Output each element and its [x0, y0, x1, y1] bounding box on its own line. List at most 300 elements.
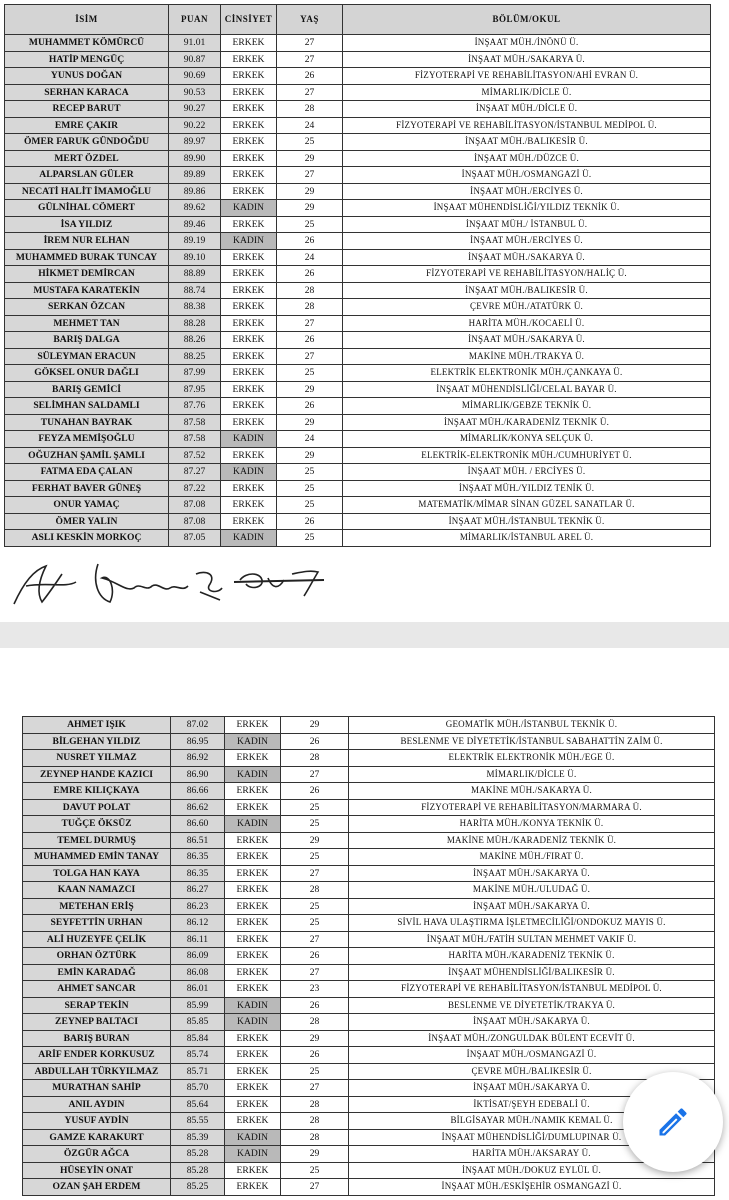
- row-score: 87.95: [169, 381, 221, 398]
- row-dept: İNŞAAT MÜH./BALIKESİR Ü.: [343, 134, 711, 151]
- row-age: 28: [281, 1096, 349, 1113]
- row-age: 27: [281, 766, 349, 783]
- row-age: 26: [277, 266, 343, 283]
- table-row: [5, 414, 711, 431]
- handwritten-signatures: [6, 552, 346, 614]
- table-row: [23, 964, 715, 981]
- row-name: ORHAN ÖZTÜRK: [23, 948, 171, 965]
- row-name: TOLGA HAN KAYA: [23, 865, 171, 882]
- header-name: İSİM: [5, 5, 169, 35]
- table-row: [5, 249, 711, 266]
- row-name: METEHAN ERİŞ: [23, 898, 171, 915]
- row-score: 90.53: [169, 84, 221, 101]
- row-age: 29: [281, 1146, 349, 1163]
- row-name: SERHAN KARACA: [5, 84, 169, 101]
- row-age: 29: [281, 832, 349, 849]
- row-score: 86.09: [171, 948, 225, 965]
- table-row: [5, 299, 711, 316]
- table-row: [23, 865, 715, 882]
- row-name: ÖMER FARUK GÜNDOĞDU: [5, 134, 169, 151]
- row-score: 89.89: [169, 167, 221, 184]
- table-row: [23, 1080, 715, 1097]
- row-gender: KADIN: [225, 1129, 281, 1146]
- row-age: 26: [277, 332, 343, 349]
- row-name: FATMA EDA ÇALAN: [5, 464, 169, 481]
- row-name: SÜLEYMAN ERACUN: [5, 348, 169, 365]
- row-gender: KADIN: [221, 200, 277, 217]
- row-gender: ERKEK: [225, 931, 281, 948]
- row-name: ÖZGÜR AĞCA: [23, 1146, 171, 1163]
- row-name: AHMET SANCAR: [23, 981, 171, 998]
- row-age: 27: [281, 964, 349, 981]
- row-gender: ERKEK: [221, 51, 277, 68]
- row-age: 27: [277, 348, 343, 365]
- table-row: [23, 948, 715, 965]
- row-gender: KADIN: [225, 1014, 281, 1031]
- header-score: PUAN: [169, 5, 221, 35]
- table-row: [5, 398, 711, 415]
- row-score: 86.60: [171, 816, 225, 833]
- row-age: 25: [281, 799, 349, 816]
- row-score: 86.90: [171, 766, 225, 783]
- row-dept: İNŞAAT MÜH./SAKARYA Ü.: [349, 898, 715, 915]
- table-row: [23, 981, 715, 998]
- row-name: BARIŞ GEMİCİ: [5, 381, 169, 398]
- table-row: [5, 200, 711, 217]
- row-name: TUĞÇE ÖKSÜZ: [23, 816, 171, 833]
- row-score: 86.08: [171, 964, 225, 981]
- row-dept: MAKİNE MÜH./TRAKYA Ü.: [343, 348, 711, 365]
- row-score: 87.52: [169, 447, 221, 464]
- row-name: EMİN KARADAĞ: [23, 964, 171, 981]
- row-name: MUSTAFA KARATEKİN: [5, 282, 169, 299]
- row-name: GAMZE KARAKURT: [23, 1129, 171, 1146]
- row-age: 27: [277, 167, 343, 184]
- row-name: ASLI KESKİN MORKOÇ: [5, 530, 169, 547]
- row-gender: ERKEK: [221, 381, 277, 398]
- row-age: 25: [277, 530, 343, 547]
- row-score: 87.08: [169, 497, 221, 514]
- row-age: 26: [281, 1047, 349, 1064]
- header-dept: BÖLÜM/OKUL: [343, 5, 711, 35]
- row-name: MERT ÖZDEL: [5, 150, 169, 167]
- row-name: MURATHAN SAHİP: [23, 1080, 171, 1097]
- row-name: SERKAN ÖZCAN: [5, 299, 169, 316]
- row-name: FERHAT BAVER GÜNEŞ: [5, 480, 169, 497]
- row-dept: BESLENME VE DİYETETİK/İSTANBUL SABAHATTİN ZAİM Ü.: [349, 733, 715, 750]
- row-gender: ERKEK: [225, 882, 281, 899]
- row-dept: GEOMATİK MÜH./İSTANBUL TEKNİK Ü.: [349, 717, 715, 734]
- row-score: 89.86: [169, 183, 221, 200]
- row-name: İREM NUR ELHAN: [5, 233, 169, 250]
- row-score: 86.62: [171, 799, 225, 816]
- row-dept: FİZYOTERAPİ VE REHABİLİTASYON/İSTANBUL MEDİPOL Ü.: [349, 981, 715, 998]
- row-score: 88.74: [169, 282, 221, 299]
- row-gender: ERKEK: [221, 398, 277, 415]
- row-age: 28: [281, 750, 349, 767]
- table-row: [23, 783, 715, 800]
- row-age: 26: [277, 68, 343, 85]
- row-dept: MAKİNE MÜH./SAKARYA Ü.: [349, 783, 715, 800]
- row-name: HATİP MENGÜÇ: [5, 51, 169, 68]
- table-row: [5, 365, 711, 382]
- row-gender: ERKEK: [225, 865, 281, 882]
- row-dept: İNŞAAT MÜHENDİSLİĞİ/BALIKESİR Ü.: [349, 964, 715, 981]
- page-separator: [0, 622, 729, 648]
- row-age: 25: [281, 915, 349, 932]
- row-gender: ERKEK: [221, 315, 277, 332]
- row-age: 25: [277, 365, 343, 382]
- table-row: [5, 348, 711, 365]
- row-dept: ELEKTRİK ELEKTRONİK MÜH./ÇANKAYA Ü.: [343, 365, 711, 382]
- table-row: [23, 750, 715, 767]
- row-age: 25: [277, 216, 343, 233]
- row-gender: ERKEK: [225, 915, 281, 932]
- row-score: 87.22: [169, 480, 221, 497]
- table-row: [5, 480, 711, 497]
- row-dept: BESLENME VE DİYETETİK/TRAKYA Ü.: [349, 997, 715, 1014]
- row-gender: ERKEK: [225, 1162, 281, 1179]
- row-dept: HARİTA MÜH./KOCAELİ Ü.: [343, 315, 711, 332]
- row-age: 25: [277, 497, 343, 514]
- row-name: ÖMER YALIN: [5, 513, 169, 530]
- row-gender: ERKEK: [225, 981, 281, 998]
- row-score: 86.35: [171, 849, 225, 866]
- row-age: 25: [281, 898, 349, 915]
- row-gender: ERKEK: [225, 1063, 281, 1080]
- table-row: [23, 931, 715, 948]
- row-name: MUHAMMED EMİN TANAY: [23, 849, 171, 866]
- row-score: 88.89: [169, 266, 221, 283]
- table-row: [23, 882, 715, 899]
- row-gender: KADIN: [221, 233, 277, 250]
- row-age: 28: [277, 282, 343, 299]
- row-name: NUSRET YILMAZ: [23, 750, 171, 767]
- results-table-page-1: [4, 4, 711, 547]
- row-age: 28: [277, 299, 343, 316]
- row-gender: ERKEK: [225, 799, 281, 816]
- row-score: 87.58: [169, 431, 221, 448]
- row-dept: BİLGİSAYAR MÜH./NAMIK KEMAL Ü.: [349, 1113, 715, 1130]
- row-dept: İNŞAAT MÜH./DÜZCE Ü.: [343, 150, 711, 167]
- row-gender: ERKEK: [221, 332, 277, 349]
- row-name: TEMEL DURMUŞ: [23, 832, 171, 849]
- row-score: 86.92: [171, 750, 225, 767]
- row-dept: MİMARLIK/GEBZE TEKNİK Ü.: [343, 398, 711, 415]
- row-dept: İNŞAAT MÜH./ZONGULDAK BÜLENT ECEVİT Ü.: [349, 1030, 715, 1047]
- row-gender: KADIN: [225, 816, 281, 833]
- row-score: 86.35: [171, 865, 225, 882]
- row-gender: ERKEK: [225, 849, 281, 866]
- row-score: 88.26: [169, 332, 221, 349]
- table-row: [23, 915, 715, 932]
- row-name: İSA YILDIZ: [5, 216, 169, 233]
- table-row: [23, 1063, 715, 1080]
- row-dept: MİMARLIK/DİCLE Ü.: [343, 84, 711, 101]
- row-dept: ÇEVRE MÜH./ATATÜRK Ü.: [343, 299, 711, 316]
- row-name: SERAP TEKİN: [23, 997, 171, 1014]
- row-dept: İNŞAAT MÜH./SAKARYA Ü.: [343, 249, 711, 266]
- row-age: 29: [277, 183, 343, 200]
- row-gender: ERKEK: [225, 1096, 281, 1113]
- row-gender: ERKEK: [225, 1047, 281, 1064]
- row-age: 24: [277, 117, 343, 134]
- table-row: [23, 816, 715, 833]
- row-score: 85.28: [171, 1146, 225, 1163]
- table-row: [23, 1113, 715, 1130]
- row-age: 25: [281, 1162, 349, 1179]
- row-dept: ELEKTRİK-ELEKTRONİK MÜH./CUMHURİYET Ü.: [343, 447, 711, 464]
- row-name: SEYFETTİN URHAN: [23, 915, 171, 932]
- row-dept: MİMARLIK/DİCLE Ü.: [349, 766, 715, 783]
- row-gender: ERKEK: [225, 783, 281, 800]
- row-dept: İNŞAAT MÜH./SAKARYA Ü.: [343, 332, 711, 349]
- row-score: 87.99: [169, 365, 221, 382]
- row-dept: İNŞAAT MÜH./SAKARYA Ü.: [349, 865, 715, 882]
- row-gender: ERKEK: [221, 84, 277, 101]
- table-row: [23, 1030, 715, 1047]
- row-score: 86.12: [171, 915, 225, 932]
- row-gender: ERKEK: [225, 898, 281, 915]
- row-dept: HARİTA MÜH./KARADENİZ TEKNİK Ü.: [349, 948, 715, 965]
- edit-fab-button[interactable]: [623, 1072, 723, 1172]
- row-age: 27: [281, 865, 349, 882]
- row-name: RECEP BARUT: [5, 101, 169, 118]
- row-dept: İNŞAAT MÜH./SAKARYA Ü.: [349, 1014, 715, 1031]
- row-gender: ERKEK: [221, 513, 277, 530]
- row-score: 85.74: [171, 1047, 225, 1064]
- row-gender: ERKEK: [225, 717, 281, 734]
- row-age: 27: [277, 84, 343, 101]
- table-row: [5, 117, 711, 134]
- row-name: BARIŞ BURAN: [23, 1030, 171, 1047]
- row-score: 86.11: [171, 931, 225, 948]
- row-name: TUNAHAN BAYRAK: [5, 414, 169, 431]
- row-dept: ELEKTRİK ELEKTRONİK MÜH./EGE Ü.: [349, 750, 715, 767]
- row-age: 29: [277, 150, 343, 167]
- row-age: 28: [281, 1014, 349, 1031]
- row-age: 29: [277, 447, 343, 464]
- row-name: EMRE KILIÇKAYA: [23, 783, 171, 800]
- table-row: [23, 1047, 715, 1064]
- row-score: 86.95: [171, 733, 225, 750]
- row-age: 26: [281, 948, 349, 965]
- row-age: 26: [277, 513, 343, 530]
- row-score: 85.84: [171, 1030, 225, 1047]
- row-gender: ERKEK: [225, 964, 281, 981]
- row-dept: İNŞAAT MÜH. / ERCİYES Ü.: [343, 464, 711, 481]
- row-age: 23: [281, 981, 349, 998]
- row-age: 26: [277, 233, 343, 250]
- table-row: [5, 315, 711, 332]
- header-age: YAŞ: [277, 5, 343, 35]
- row-gender: ERKEK: [221, 447, 277, 464]
- row-score: 88.38: [169, 299, 221, 316]
- row-score: 87.08: [169, 513, 221, 530]
- row-age: 28: [277, 101, 343, 118]
- row-name: FEYZA MEMİŞOĞLU: [5, 431, 169, 448]
- row-name: DAVUT POLAT: [23, 799, 171, 816]
- row-score: 87.05: [169, 530, 221, 547]
- row-dept: FİZYOTERAPİ VE REHABİLİTASYON/AHİ EVRAN Ü.: [343, 68, 711, 85]
- row-age: 24: [277, 431, 343, 448]
- table-row: [5, 150, 711, 167]
- row-name: GÜLNİHAL CÖMERT: [5, 200, 169, 217]
- table-row: [5, 167, 711, 184]
- row-score: 85.64: [171, 1096, 225, 1113]
- row-age: 25: [281, 849, 349, 866]
- row-age: 25: [277, 464, 343, 481]
- row-score: 87.02: [171, 717, 225, 734]
- table-row: [23, 1129, 715, 1146]
- table-row: [23, 1096, 715, 1113]
- row-age: 27: [277, 51, 343, 68]
- row-dept: İNŞAAT MÜH./SAKARYA Ü.: [349, 1080, 715, 1097]
- row-name: ALİ HUZEYFE ÇELİK: [23, 931, 171, 948]
- table-row: [23, 832, 715, 849]
- row-score: 85.55: [171, 1113, 225, 1130]
- row-age: 26: [277, 398, 343, 415]
- table-row: [5, 101, 711, 118]
- row-age: 25: [277, 134, 343, 151]
- row-name: BİLGEHAN YILDIZ: [23, 733, 171, 750]
- row-score: 89.62: [169, 200, 221, 217]
- row-score: 86.27: [171, 882, 225, 899]
- row-gender: ERKEK: [221, 216, 277, 233]
- row-name: ABDULLAH TÜRKYILMAZ: [23, 1063, 171, 1080]
- row-dept: MİMARLIK/İSTANBUL AREL Ü.: [343, 530, 711, 547]
- row-dept: İNŞAAT MÜH./BALIKESİR Ü.: [343, 282, 711, 299]
- row-gender: KADIN: [225, 1146, 281, 1163]
- table-row: [23, 1014, 715, 1031]
- row-score: 87.76: [169, 398, 221, 415]
- row-dept: HARİTA MÜH./KONYA TEKNİK Ü.: [349, 816, 715, 833]
- row-score: 88.25: [169, 348, 221, 365]
- row-gender: ERKEK: [221, 299, 277, 316]
- row-gender: ERKEK: [221, 348, 277, 365]
- row-age: 28: [281, 882, 349, 899]
- row-dept: İNŞAAT MÜH./ERCİYES Ü.: [343, 183, 711, 200]
- table-row: [5, 233, 711, 250]
- header-gender: CİNSİYET: [221, 5, 277, 35]
- row-dept: MAKİNE MÜH./ULUDAĞ Ü.: [349, 882, 715, 899]
- row-dept: MİMARLIK/KONYA SELÇUK Ü.: [343, 431, 711, 448]
- row-name: KAAN NAMAZCI: [23, 882, 171, 899]
- row-score: 89.10: [169, 249, 221, 266]
- row-dept: SİVİL HAVA ULAŞTIRMA İŞLETMECİLİĞİ/ONDOKUZ MAYIS Ü.: [349, 915, 715, 932]
- row-gender: KADIN: [221, 431, 277, 448]
- row-age: 27: [277, 315, 343, 332]
- row-gender: ERKEK: [221, 117, 277, 134]
- row-dept: İNŞAAT MÜHENDİSLİĞİ/YILDIZ TEKNİK Ü.: [343, 200, 711, 217]
- row-age: 26: [281, 733, 349, 750]
- row-score: 85.99: [171, 997, 225, 1014]
- row-gender: KADIN: [225, 997, 281, 1014]
- row-dept: HARİTA MÜH./AKSARAY Ü.: [349, 1146, 715, 1163]
- row-name: EMRE ÇAKIR: [5, 117, 169, 134]
- table-row: [5, 332, 711, 349]
- row-gender: KADIN: [221, 530, 277, 547]
- row-score: 86.01: [171, 981, 225, 998]
- row-dept: İKTİSAT/ŞEYH EDEBALİ Ü.: [349, 1096, 715, 1113]
- row-gender: ERKEK: [225, 750, 281, 767]
- row-score: 85.70: [171, 1080, 225, 1097]
- row-name: YUSUF AYDİN: [23, 1113, 171, 1130]
- table-row: [5, 216, 711, 233]
- row-name: BARIŞ DALGA: [5, 332, 169, 349]
- row-gender: ERKEK: [221, 167, 277, 184]
- row-age: 27: [281, 931, 349, 948]
- row-name: GÖKSEL ONUR DAĞLI: [5, 365, 169, 382]
- row-score: 86.51: [171, 832, 225, 849]
- row-score: 88.28: [169, 315, 221, 332]
- table-row: [5, 497, 711, 514]
- row-dept: İNŞAAT MÜH./SAKARYA Ü.: [343, 51, 711, 68]
- row-score: 85.39: [171, 1129, 225, 1146]
- row-score: 87.58: [169, 414, 221, 431]
- table-row: [23, 1179, 715, 1196]
- row-dept: İNŞAAT MÜH./OSMANGAZİ Ü.: [343, 167, 711, 184]
- row-dept: FİZYOTERAPİ VE REHABİLİTASYON/İSTANBUL MEDİPOL Ü.: [343, 117, 711, 134]
- row-age: 29: [281, 717, 349, 734]
- row-gender: ERKEK: [225, 1030, 281, 1047]
- row-gender: ERKEK: [221, 150, 277, 167]
- row-gender: ERKEK: [221, 101, 277, 118]
- row-name: SELİMHAN SALDAMLI: [5, 398, 169, 415]
- row-dept: MAKİNE MÜH./FIRAT Ü.: [349, 849, 715, 866]
- row-score: 85.71: [171, 1063, 225, 1080]
- row-gender: ERKEK: [221, 282, 277, 299]
- table-row: [5, 381, 711, 398]
- row-dept: İNŞAAT MÜHENDİSLİĞİ/DUMLUPINAR Ü.: [349, 1129, 715, 1146]
- row-gender: ERKEK: [221, 414, 277, 431]
- row-dept: İNŞAAT MÜH./DİCLE Ü.: [343, 101, 711, 118]
- table-row: [23, 1146, 715, 1163]
- row-dept: İNŞAAT MÜH./DOKUZ EYLÜL Ü.: [349, 1162, 715, 1179]
- row-score: 90.22: [169, 117, 221, 134]
- row-dept: MATEMATİK/MİMAR SİNAN GÜZEL SANATLAR Ü.: [343, 497, 711, 514]
- row-name: ONUR YAMAÇ: [5, 497, 169, 514]
- row-gender: KADIN: [225, 766, 281, 783]
- row-gender: ERKEK: [221, 497, 277, 514]
- row-dept: FİZYOTERAPİ VE REHABİLİTASYON/HALİÇ Ü.: [343, 266, 711, 283]
- row-name: NECATİ HALİT İMAMOĞLU: [5, 183, 169, 200]
- row-score: 90.69: [169, 68, 221, 85]
- row-name: ALPARSLAN GÜLER: [5, 167, 169, 184]
- row-score: 91.01: [169, 35, 221, 52]
- row-age: 24: [277, 249, 343, 266]
- row-gender: ERKEK: [221, 183, 277, 200]
- row-gender: ERKEK: [221, 134, 277, 151]
- row-age: 26: [281, 997, 349, 1014]
- table-row: [23, 849, 715, 866]
- row-dept: İNŞAAT MÜH./ERCİYES Ü.: [343, 233, 711, 250]
- row-score: 85.28: [171, 1162, 225, 1179]
- table-row: [5, 431, 711, 448]
- table-row: [5, 84, 711, 101]
- row-gender: ERKEK: [221, 35, 277, 52]
- table-header-row: [5, 5, 711, 35]
- row-dept: İNŞAAT MÜH./FATİH SULTAN MEHMET VAKIF Ü.: [349, 931, 715, 948]
- table-row: [23, 766, 715, 783]
- table-row: [5, 35, 711, 52]
- edit-pencil-icon: [655, 1104, 691, 1140]
- row-age: 29: [277, 414, 343, 431]
- table-row: [23, 1162, 715, 1179]
- row-score: 87.27: [169, 464, 221, 481]
- row-gender: ERKEK: [225, 1080, 281, 1097]
- row-gender: ERKEK: [221, 266, 277, 283]
